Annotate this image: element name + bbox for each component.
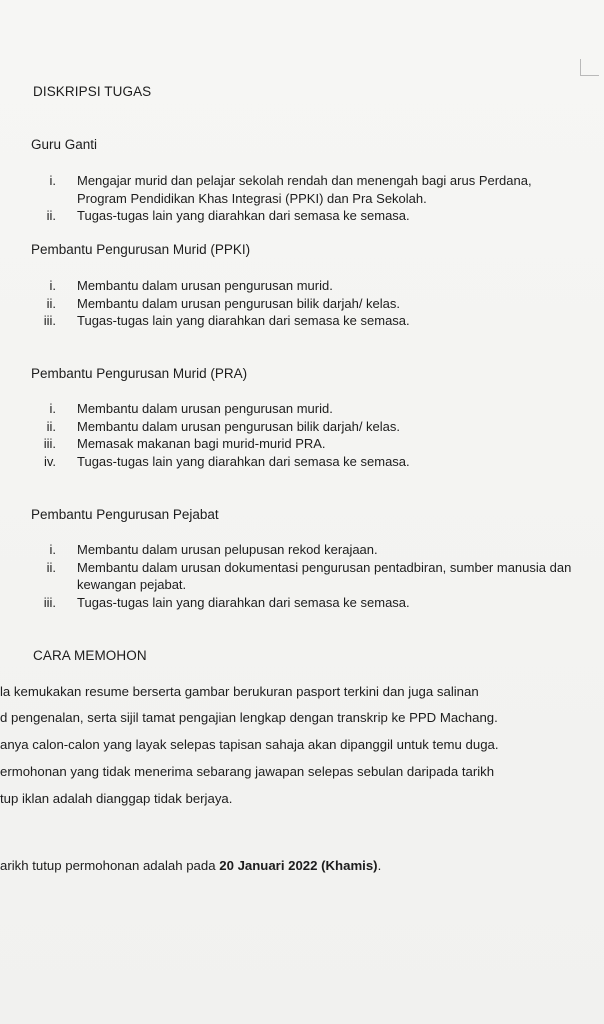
item-number: ii. [46,559,56,575]
item-text: Membantu dalam urusan pelupusan rekod kerajaan. [77,542,378,557]
item-number: i. [49,278,56,293]
list-item [0,559,604,594]
list-item [0,453,604,471]
section-list-guru-ganti [0,172,604,225]
apply-line: tup iklan adalah dianggap tidak berjaya. [0,791,233,806]
item-number: iii. [43,313,56,328]
item-number: i. [49,173,56,188]
section-heading-guru-ganti: Guru Ganti [31,137,98,152]
apply-line: d pengenalan, serta sijil tamat pengajian lengkap dengan transkrip ke PPD Machang. [0,710,498,725]
item-number: i. [49,542,56,557]
item-text: Membantu dalam urusan pengurusan murid. [77,401,333,416]
list-item [0,207,604,225]
section-heading-ppki: Pembantu Pengurusan Murid (PPKI) [31,242,251,257]
list-item [0,594,604,612]
item-number: iii. [43,436,56,451]
item-text: Tugas-tugas lain yang diarahkan dari semasa ke semasa. [77,453,410,469]
page-title: DISKRIPSI TUGAS [33,84,152,99]
item-text: Mengajar murid dan pelajar sekolah rendah dan menengah bagi arus Perdana, Program Pendidikan Khas Integrasi (PPKI) dan Pra Sekolah. [77,173,532,206]
list-item [0,418,604,436]
list-item [0,541,604,559]
item-text: Tugas-tugas lain yang diarahkan dari semasa ke semasa. [77,208,410,223]
apply-line: ermohonan yang tidak menerima sebarang jawapan selepas sebulan daripada tarikh [0,764,495,779]
item-text: Memasak makanan bagi murid-murid PRA. [77,436,326,451]
item-number: iii. [43,594,56,610]
apply-heading: CARA MEMOHON [33,648,147,663]
list-item [0,400,604,418]
list-item [0,295,604,313]
section-list-pra [0,400,604,470]
item-text: Membantu dalam urusan pengurusan bilik darjah/ kelas. [77,418,401,434]
item-text: Tugas-tugas lain yang diarahkan dari semasa ke semasa. [77,594,410,610]
item-number: ii. [46,208,56,223]
list-item [0,172,604,207]
item-number: i. [49,401,56,416]
page-corner-mark [580,59,599,76]
item-text: Membantu dalam urusan pengurusan bilik darjah/ kelas. [77,295,401,311]
closing-prefix: arikh tutup permohonan adalah pada [0,858,220,873]
section-heading-pejabat: Pembantu Pengurusan Pejabat [31,507,219,522]
item-number: iv. [43,453,56,469]
item-text: Membantu dalam urusan dokumentasi pengurusan pentadbiran, sumber manusia dan kewangan pejabat. [77,559,572,592]
apply-line: la kemukakan resume berserta gambar berukuran pasport terkini dan juga salinan [0,684,479,699]
section-list-ppki [0,277,604,330]
list-item [0,277,604,295]
apply-line: anya calon-calon yang layak selepas tapisan sahaja akan dipanggil untuk temu duga. [0,737,499,752]
closing-suffix: . [377,858,382,873]
closing-date-line [0,858,604,873]
item-number: ii. [46,295,56,311]
closing-date: 20 Januari 2022 (Khamis) [219,858,378,873]
item-number: ii. [46,418,56,434]
list-item [0,312,604,330]
section-heading-pra: Pembantu Pengurusan Murid (PRA) [31,366,248,381]
list-item [0,435,604,453]
section-list-pejabat [0,541,604,611]
item-text: Membantu dalam urusan pengurusan murid. [77,278,333,293]
item-text: Tugas-tugas lain yang diarahkan dari semasa ke semasa. [77,313,410,328]
